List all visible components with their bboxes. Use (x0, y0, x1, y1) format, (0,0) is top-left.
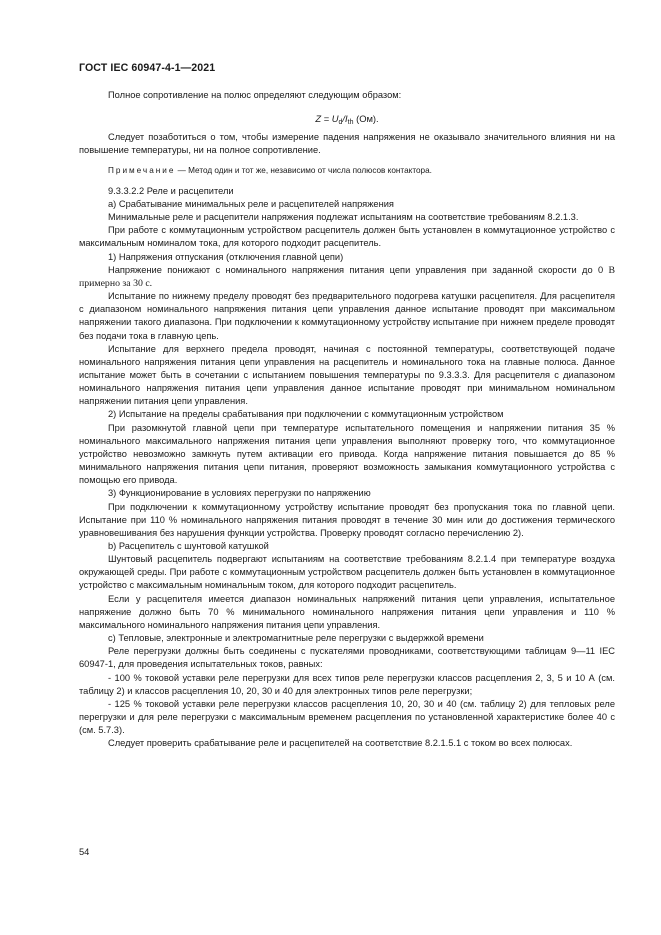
subitem-2-paragraph: При разомкнутой главной цепи при температуре испытательного помещения и напряжении питания 35 % номинального максимального напряжения питания цепи управления выполняют проверку того, что коммутационное устройство невозможно замкнуть путем активации его привода. Когда напряжение питания повышается до 85 % минимального напряжения питания цепи питания, проверяют возможность замыкания коммутационного устройства с помощью его привода. (79, 422, 615, 486)
note-label: Примечание (108, 165, 176, 175)
impedance-formula (79, 112, 615, 125)
note-paragraph (79, 164, 615, 177)
subitem-1-paragraph-a (79, 264, 615, 290)
item-c-paragraph-1: Реле перегрузки должны быть соединены с пускателями проводниками, соответствующими таблицам 9—11 IEC 60947-1, для проведения испытательных токов, равных: (79, 646, 615, 670)
subitem-2-title: 2) Испытание на пределы срабатывания при подключении с коммутационным устройством (108, 409, 504, 420)
subitem-1-paragraph-a-tail: В примерно за 30 с. (79, 264, 615, 289)
note-text: — Метод один и тот же, независимо от числа полюсов контактора. (175, 165, 432, 175)
item-c-title: с) Тепловые, электронные и электромагнитные реле перегрузки с выдержкой времени (108, 633, 484, 644)
formula-lhs: Z = U (315, 113, 339, 125)
item-b-paragraph-2: Если у расцепителя имеется диапазон номинальных напряжений питания цепи управления, испытательное напряжение должно быть 70 % минимального номинального напряжения питания цепи управления и 110 % максимального номинального напряжения питания цепи управления. (79, 593, 615, 630)
item-a-paragraph-1: Минимальные реле и расцепители напряжения подлежат испытаниям на соответствие требованиям 8.2.1.3. (108, 212, 579, 223)
formula-rhs: (Ом). (353, 113, 379, 125)
subitem-1-paragraph-c: Испытание для верхнего предела проводят, начиная с постоянной температуры, соответствующей подаче номинального напряжения питания цепи управления на расцепитель и номинального тока на главные полюса. Данное испытание может быть в сочетании с испытанием повышения температуры по 9.3.3.3. Для расцепителя с диапазоном номинального напряжения питания цепи управления данное испытание проводят при минимальном номинальном напряжении питания цепи управления. (79, 343, 615, 407)
item-b-paragraph-1: Шунтовый расцепитель подвергают испытаниям на соответствие требованиям 8.2.1.4 при температуре воздуха окружающей среды. При работе с коммутационным устройством расцепитель должен быть установлен в коммутационное устройство с максимальным номинальным током, для которого подходит расцепитель. (79, 554, 615, 591)
formula-mid: /I (342, 113, 348, 125)
item-c-paragraph-2: Следует проверить срабатывание реле и расцепителей на соответствие 8.2.1.5.1 с током во всех полюсах. (108, 738, 573, 749)
measurement-paragraph: Следует позаботиться о том, чтобы измерение падения напряжения не оказывало значительного влияния ни на повышение температуры, ни на полное сопротивление. (79, 132, 615, 156)
subitem-1-paragraph-a-main: Напряжение понижают с номинального напряжения питания цепи управления при заданной скорости до 0 (108, 264, 609, 275)
document-body (79, 89, 615, 751)
item-c-list-item-1: - 100 % токовой уставки реле перегрузки для всех типов реле перегрузки классов расцепления 2, 3, 5 и 10 А (см. таблицу 2) и классов расцепления 10, 20, 30 и 40 для электронных типов реле перегрузки; (79, 672, 615, 696)
formula-sub-d: d (338, 119, 343, 127)
item-a-paragraph-2: При работе с коммутационным устройством расцепитель должен быть установлен в коммутационное устройство с максимальным номиналом тока, для которого подходит расцепитель. (79, 225, 615, 249)
subitem-3-title: 3) Функционирование в условиях перегрузки по напряжению (108, 488, 371, 499)
item-b-title: b) Расцепитель с шунтовой катушкой (108, 541, 269, 551)
item-c-list-item-2: - 125 % токовой уставки реле перегрузки классов расцепления 10, 20, 30 и 40 (см. таблицу 2) для тепловых реле перегрузки и для реле перегрузки с максимальным временем расцепления по установленной характеристике более 40 с (см. 5.7.3). (79, 698, 615, 736)
page-number: 54 (79, 847, 90, 857)
subitem-3-paragraph: При подключении к коммутационному устройству испытание проводят без пропускания тока по главной цепи. Испытание при 110 % номинального напряжения питания проводят в течение 30 мин или до достижения термического уравновешивания без нарушения функции устройства. Проверку проводят согласно перечислению 2). (79, 501, 615, 538)
section-title: 9.3.3.2.2 Реле и расцепители (108, 185, 234, 196)
subitem-1-title: 1) Напряжения отпускания (отключения главной цепи) (108, 251, 344, 262)
page-header-standard-code: ГОСТ IEC 60947-4-1—2021 (79, 62, 216, 74)
item-a-title: а) Срабатывание минимальных реле и расцепителей напряжения (108, 198, 394, 209)
subitem-1-paragraph-b: Испытание по нижнему пределу проводят без предварительного подогрева катушки расцепителя. Для расцепителя с диапазоном номинального напряжения питания цепи управления данное испытание проводят при максимальном напряжении такого диапазона. При подключении к коммутационному устройству испытание при нижнем пределе проводят без подачи тока в главную цепь. (79, 291, 615, 341)
intro-paragraph: Полное сопротивление на полюс определяют следующим образом: (108, 90, 402, 100)
formula-sub-th: th (347, 119, 354, 127)
